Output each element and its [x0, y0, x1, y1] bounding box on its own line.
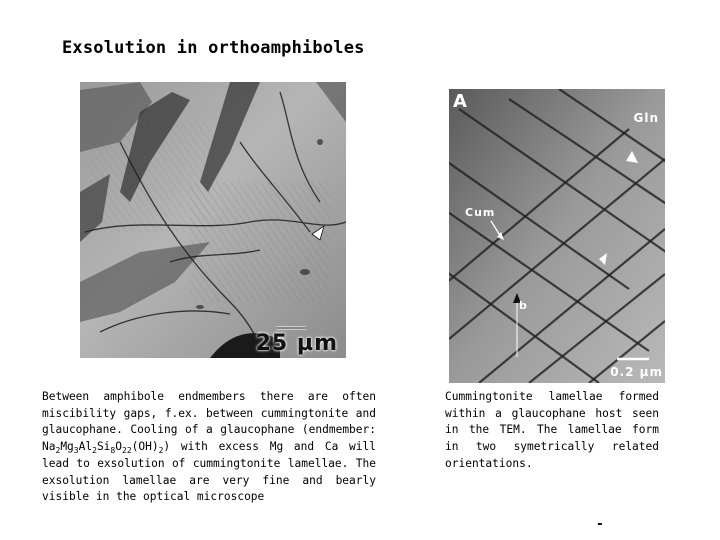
panel-label: A: [453, 91, 467, 112]
scale-bar-label-left: 25 µm: [255, 331, 338, 356]
crystal-axis-label: b: [519, 299, 527, 312]
lamella-mineral-label: Cum: [465, 206, 496, 219]
optical-micrograph: [80, 82, 346, 358]
caption-left-text-after: ) with excess Mg and Ca will lead to exsolution of cummingtonite lamellae. The exsolution lamellae are very fine and bearly visible in the optical microscope: [42, 440, 376, 504]
caption-left-text-before: Between amphibole endmembers there are often miscibility gaps, f.ex. between cummingtonite and glaucophane. Cooling of a glaucophane (endmember:: [42, 390, 376, 437]
optical-micrograph-drawing: [80, 82, 346, 358]
caption-right: Cummingtonite lamellae formed within a glaucophane host seen in the TEM. The lamellae form in two symetrically related orientations.: [445, 390, 659, 470]
chemical-formula: $Na_2Mg_3Al_2Si_8O_{22}(OH)_2$: [42, 440, 164, 456]
host-mineral-label: Gln: [633, 111, 659, 125]
page-title: Exsolution in orthoamphiboles: [62, 38, 365, 58]
footer-mark: -: [596, 517, 604, 532]
scale-bar-label-right: 0.2 µm: [610, 365, 663, 379]
tem-micrograph: [449, 89, 665, 383]
caption-left: [42, 389, 376, 506]
tem-micrograph-drawing: [449, 89, 665, 383]
